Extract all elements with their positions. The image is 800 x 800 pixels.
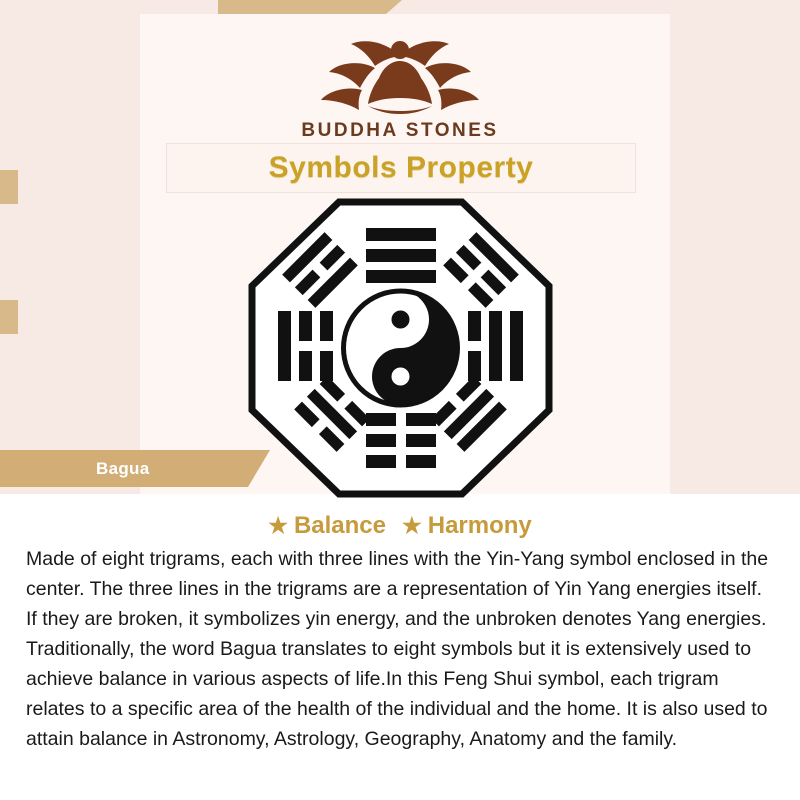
star-icon-secondary: ★ [402, 513, 422, 538]
keyword-harmony-group [402, 512, 532, 539]
top-band-notch [386, 0, 402, 14]
description-paragraph: Made of eight trigrams, each with three lines with the Yin-Yang symbol enclosed in the center. The three lines in the trigrams are a representation of Yin Yang energies itself. If they are broken, it symbolizes yin energy, and the unbroken denotes Yang energies. Traditionally, the word Bagua translates to eight symbols but it is extensively used to achieve balance in various aspects of life.In this Feng Shui symbol, each trigram relates to a specific area of the health of the individual and the home. It is also used to attain balance in Astronomy, Astrology, Geography, Anatomy and the family. [26, 548, 769, 750]
symbol-name-tab-notch [248, 450, 270, 487]
bagua-yin-yang-illustration [248, 198, 553, 498]
symbol-name-label: Bagua [96, 458, 150, 478]
top-band-accent [218, 0, 386, 14]
keyword-balance-group [268, 512, 386, 539]
lotus-meditation-figure-icon [0, 26, 800, 116]
symbol-name-tab [0, 450, 248, 487]
keyword-balance: Balance [293, 512, 387, 539]
keyword-harmony: Harmony [427, 512, 532, 539]
star-icon: ★ [268, 513, 288, 538]
page-title: Symbols Property [268, 151, 534, 184]
keywords-row [0, 512, 800, 540]
brand-logo [0, 26, 800, 142]
top-decorative-band [0, 0, 800, 14]
brand-name: BUDDHA STONES [301, 120, 499, 141]
title-band [166, 143, 636, 193]
left-edge-accent-lower [0, 300, 18, 334]
left-edge-accent-upper [0, 170, 18, 204]
